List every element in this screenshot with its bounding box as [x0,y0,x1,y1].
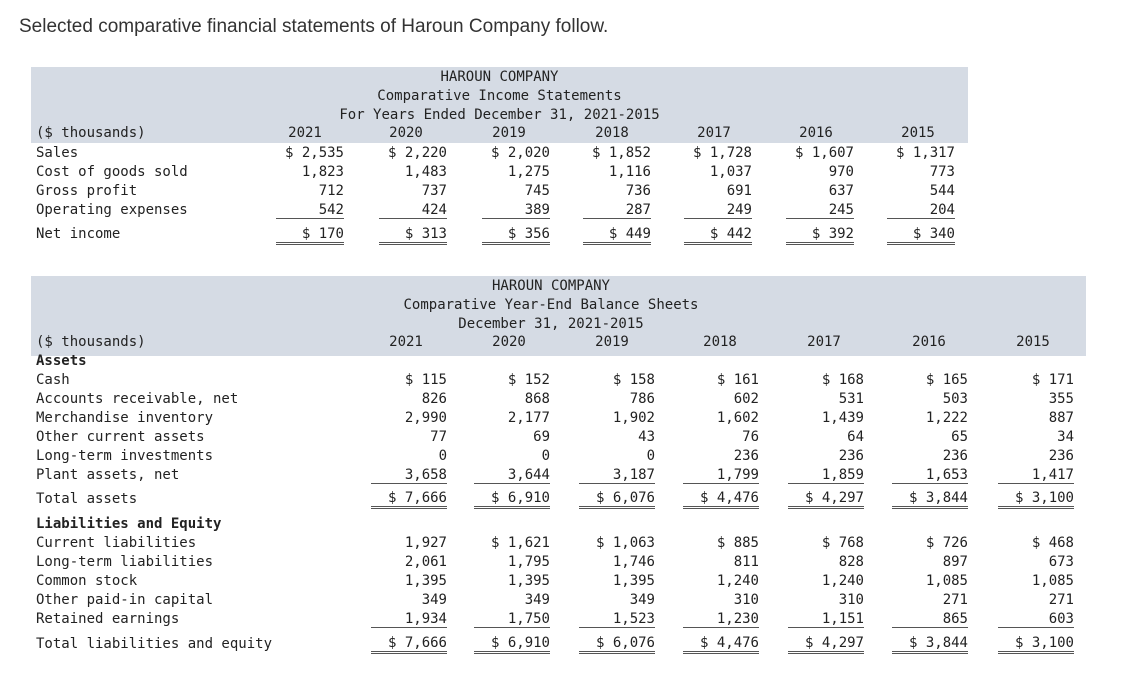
year-header: 2017 [807,334,841,350]
value-cell: 0 [438,448,447,464]
value-cell: 271 [942,592,968,608]
row-label: Retained earnings [36,611,180,627]
unit-label: ($ thousands) [36,125,146,141]
value-cell: 1,746 [612,554,655,570]
row-label: Long-term liabilities [36,554,214,570]
value-cell: 310 [838,592,864,608]
value-cell: $ 161 [716,372,759,388]
value-cell: 1,602 [716,410,759,426]
value-cell: 2,990 [404,410,447,426]
statement-title-line: For Years Ended December 31, 2021-2015 [339,107,660,123]
value-cell: 65 [951,429,968,445]
total-cell: $ 3,844 [892,635,968,654]
value-cell: $ 442 [684,226,752,245]
row-label: Cash [36,372,70,388]
value-cell: 1,037 [709,164,752,180]
value-cell: 1,230 [683,611,759,628]
value-cell: $ 168 [821,372,864,388]
row-label: Accounts receivable, net [36,391,239,407]
value-cell: 603 [998,611,1074,628]
value-cell: 69 [533,429,550,445]
value-cell: 811 [733,554,759,570]
value-cell: 2,177 [507,410,550,426]
liabilities-heading: Liabilities and Equity [36,516,222,532]
value-cell: 1,151 [788,611,864,628]
value-cell: 673 [1048,554,1074,570]
value-cell: 287 [583,202,651,219]
total-cell: $ 6,076 [579,635,655,654]
year-header: 2017 [697,125,731,141]
value-cell: 503 [942,391,968,407]
year-header: 2018 [595,125,629,141]
total-cell: $ 3,844 [892,490,968,509]
value-cell: 349 [629,592,655,608]
value-cell: 1,439 [821,410,864,426]
value-cell: 1,116 [608,164,651,180]
value-cell: $ 885 [716,535,759,551]
value-cell: 1,395 [404,573,447,589]
value-cell: 531 [838,391,864,407]
value-cell: 897 [942,554,968,570]
year-header: 2019 [595,334,629,350]
value-cell: 1,799 [683,467,759,484]
value-cell: 2,061 [404,554,447,570]
row-label: Other paid-in capital [36,592,214,608]
value-cell: 43 [638,429,655,445]
value-cell: 1,902 [612,410,655,426]
total-cell: $ 6,910 [474,635,550,654]
value-cell: 0 [541,448,550,464]
total-cell: $ 4,476 [683,635,759,654]
total-cell: $ 7,666 [371,635,447,654]
income-statement [31,67,968,247]
value-cell: $ 2,020 [490,145,550,161]
total-cell: $ 7,666 [371,490,447,509]
value-cell: 691 [726,183,752,199]
value-cell: 887 [1048,410,1074,426]
value-cell: 737 [421,183,447,199]
value-cell: 544 [929,183,955,199]
total-cell: $ 3,100 [998,490,1074,509]
row-label: Plant assets, net [36,467,180,483]
value-cell: 1,240 [821,573,864,589]
year-header: 2021 [389,334,423,350]
row-label: Total assets [36,491,138,507]
row-label: Long-term investments [36,448,214,464]
total-cell: $ 4,476 [683,490,759,509]
year-header: 2020 [492,334,526,350]
value-cell: 1,750 [474,611,550,628]
row-label: Sales [36,145,79,161]
value-cell: $ 115 [404,372,447,388]
value-cell: $ 356 [482,226,550,245]
value-cell: $ 726 [925,535,968,551]
value-cell: 1,085 [925,573,968,589]
year-header: 2020 [389,125,423,141]
value-cell: 1,395 [507,573,550,589]
row-label: Net income [36,226,121,242]
value-cell: 271 [1048,592,1074,608]
statement-title-line: Comparative Income Statements [377,88,622,104]
value-cell: 1,927 [404,535,447,551]
value-cell: 1,859 [788,467,864,484]
row-label: Operating expenses [36,202,188,218]
row-label: Gross profit [36,183,138,199]
value-cell: $ 1,728 [692,145,752,161]
value-cell: $ 2,535 [284,145,344,161]
intro-text: Selected comparative financial statements of Haroun Company follow. [19,16,609,37]
balance-sheet [31,276,1086,656]
value-cell: 424 [379,202,447,219]
value-cell: 3,644 [474,467,550,484]
assets-heading: Assets [36,353,87,369]
total-cell: $ 4,297 [788,490,864,509]
value-cell: $ 313 [379,226,447,245]
value-cell: 1,795 [507,554,550,570]
value-cell: 204 [887,202,955,219]
statement-title-line: HAROUN COMPANY [440,69,559,85]
value-cell: $ 158 [612,372,655,388]
total-cell: $ 6,076 [579,490,655,509]
row-label: Common stock [36,573,138,589]
value-cell: 826 [421,391,447,407]
value-cell: $ 1,852 [591,145,651,161]
value-cell: 245 [786,202,854,219]
value-cell: $ 2,220 [387,145,447,161]
value-cell: 1,222 [925,410,968,426]
value-cell: 712 [318,183,344,199]
value-cell: 736 [625,183,651,199]
value-cell: 236 [942,448,968,464]
value-cell: 602 [733,391,759,407]
row-label: Cost of goods sold [36,164,188,180]
value-cell: 868 [524,391,550,407]
year-header: 2021 [288,125,322,141]
row-label: Current liabilities [36,535,197,551]
value-cell: 236 [733,448,759,464]
value-cell: $ 392 [786,226,854,245]
value-cell: 389 [482,202,550,219]
value-cell: 349 [421,592,447,608]
value-cell: 786 [629,391,655,407]
value-cell: $ 340 [887,226,955,245]
value-cell: 3,187 [579,467,655,484]
row-label: Merchandise inventory [36,410,214,426]
total-cell: $ 4,297 [788,635,864,654]
value-cell: 1,653 [892,467,968,484]
value-cell: $ 768 [821,535,864,551]
value-cell: 1,275 [507,164,550,180]
year-header: 2015 [1016,334,1050,350]
value-cell: 0 [646,448,655,464]
value-cell: $ 170 [276,226,344,245]
value-cell: 76 [742,429,759,445]
value-cell: 828 [838,554,864,570]
value-cell: 865 [892,611,968,628]
value-cell: 34 [1057,429,1074,445]
value-cell: 970 [828,164,854,180]
value-cell: 637 [828,183,854,199]
value-cell: 745 [524,183,550,199]
value-cell: 1,395 [612,573,655,589]
value-cell: $ 1,317 [895,145,955,161]
value-cell: 542 [276,202,344,219]
value-cell: 236 [1048,448,1074,464]
statement-title-line: December 31, 2021-2015 [458,316,644,332]
value-cell: $ 152 [507,372,550,388]
value-cell: 77 [430,429,447,445]
statement-title-line: Comparative Year-End Balance Sheets [403,297,699,313]
year-header: 2016 [912,334,946,350]
total-cell: $ 6,910 [474,490,550,509]
value-cell: 349 [524,592,550,608]
value-cell: 64 [847,429,864,445]
total-cell: $ 3,100 [998,635,1074,654]
statement-title-line: HAROUN COMPANY [491,278,610,294]
year-header: 2015 [901,125,935,141]
value-cell: $ 165 [925,372,968,388]
value-cell: 1,085 [1031,573,1074,589]
value-cell: $ 468 [1031,535,1074,551]
year-header: 2016 [799,125,833,141]
value-cell: 3,658 [371,467,447,484]
unit-label: ($ thousands) [36,334,146,350]
value-cell: 310 [733,592,759,608]
row-label: Total liabilities and equity [36,636,273,652]
value-cell: 236 [838,448,864,464]
value-cell: $ 1,607 [794,145,854,161]
value-cell: $ 171 [1031,372,1074,388]
value-cell: 1,823 [301,164,344,180]
year-header: 2018 [703,334,737,350]
value-cell: $ 449 [583,226,651,245]
value-cell: 773 [929,164,955,180]
value-cell: 1,934 [371,611,447,628]
value-cell: 1,523 [579,611,655,628]
row-label: Other current assets [36,429,205,445]
value-cell: 1,417 [998,467,1074,484]
year-header: 2019 [492,125,526,141]
value-cell: 1,483 [404,164,447,180]
value-cell: 249 [684,202,752,219]
value-cell: $ 1,063 [595,535,655,551]
value-cell: $ 1,621 [490,535,550,551]
value-cell: 1,240 [716,573,759,589]
value-cell: 355 [1048,391,1074,407]
